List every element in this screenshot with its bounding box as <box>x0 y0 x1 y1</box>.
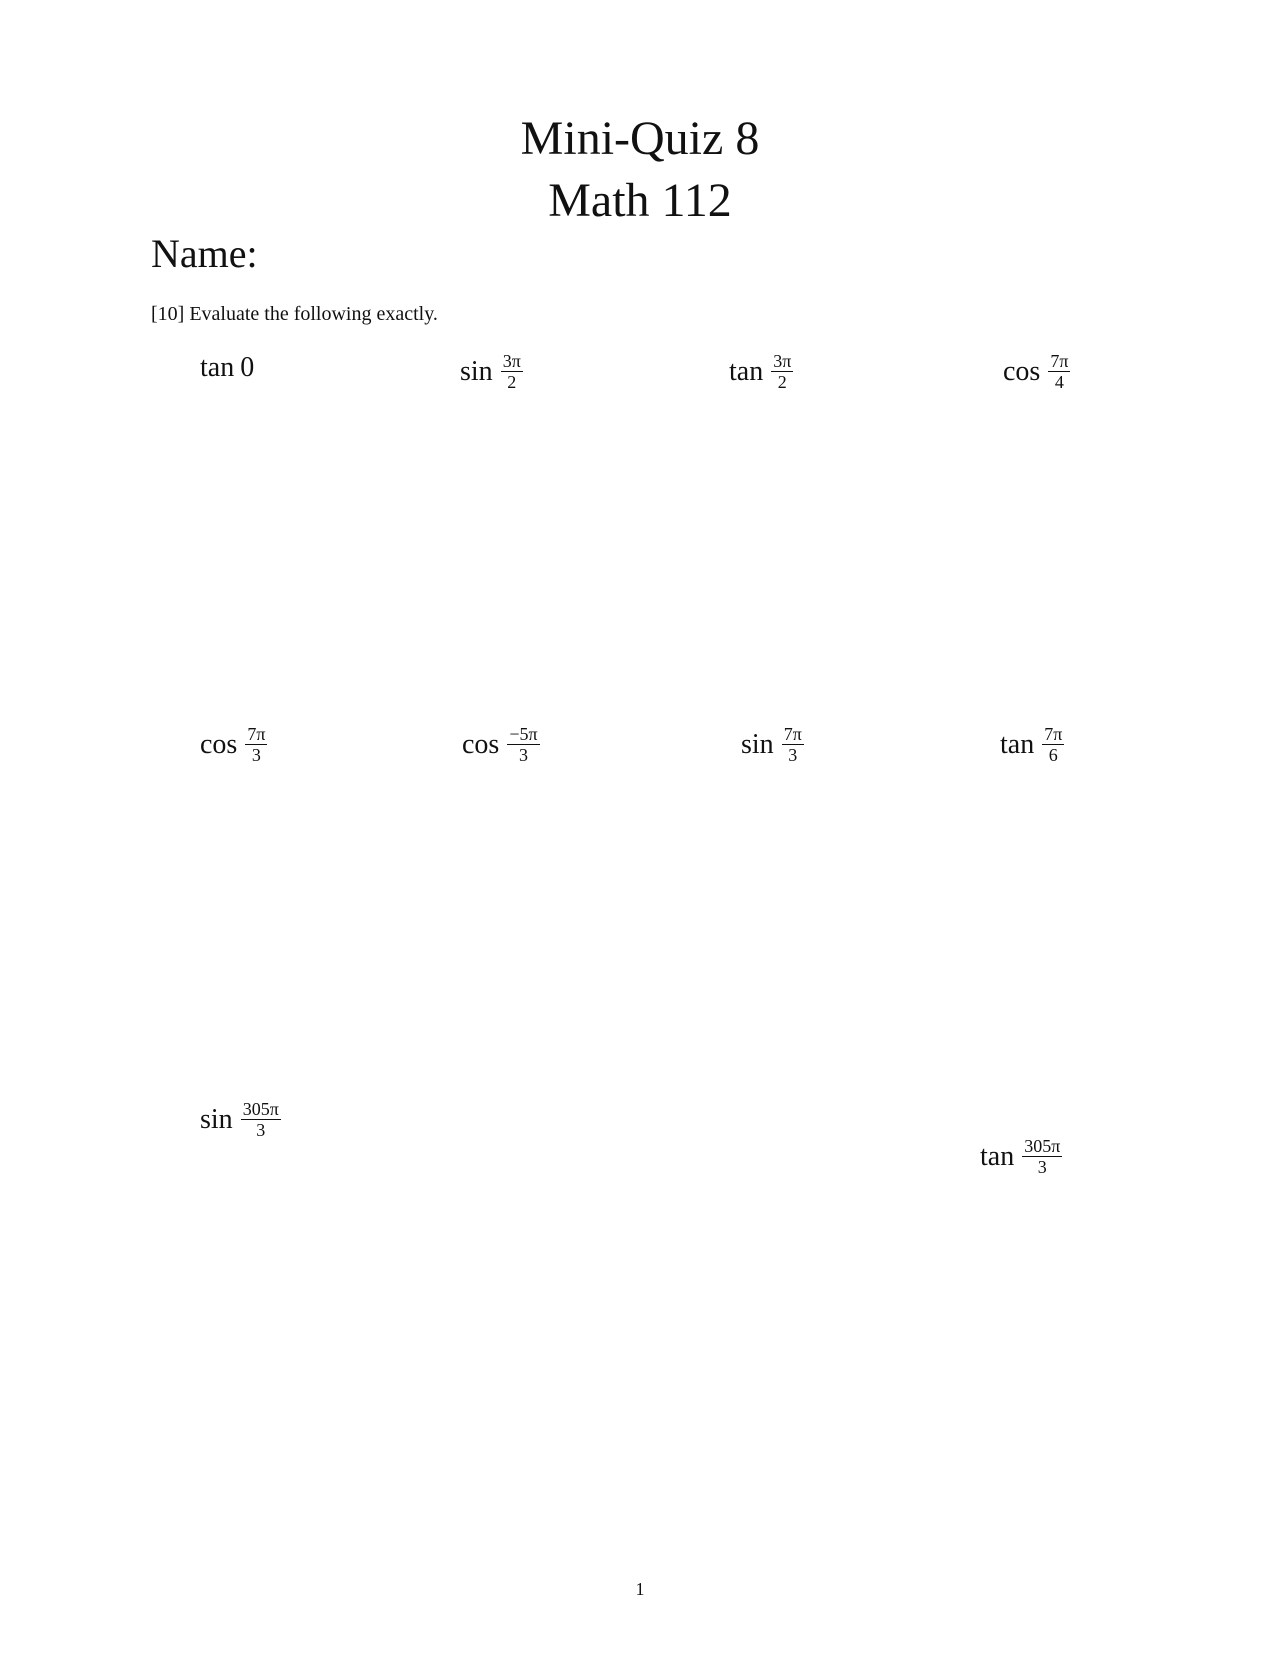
problem-10-fraction <box>1022 1137 1062 1176</box>
problem-3-function: tan <box>729 355 764 387</box>
problem-9-numerator: 305π <box>242 1099 279 1119</box>
problem-4-function: cos <box>1003 355 1041 387</box>
problem-8 <box>1000 725 1064 764</box>
problem-8-fraction <box>1042 725 1064 764</box>
problem-5-numerator: 7π <box>247 724 266 744</box>
problem-7-denominator: 3 <box>788 745 798 765</box>
problem-6-denominator: 3 <box>518 745 528 765</box>
problem-4-fraction <box>1048 352 1070 391</box>
problem-5-function: cos <box>200 728 238 760</box>
problem-6-function: cos <box>462 728 500 760</box>
problem-6-numerator: −5π <box>509 724 538 744</box>
problem-3-numerator: 3π <box>773 351 792 371</box>
problem-7-fraction <box>782 725 804 764</box>
problem-4 <box>1003 352 1070 391</box>
problem-9-fraction <box>241 1100 281 1139</box>
problem-1 <box>200 352 254 384</box>
quiz-title: Mini-Quiz 8 <box>520 112 760 165</box>
problem-5 <box>200 725 267 764</box>
name-label: Name: <box>151 231 258 276</box>
problem-10-function: tan <box>980 1140 1015 1172</box>
problem-3-denominator: 2 <box>777 372 787 392</box>
problem-6 <box>462 725 540 764</box>
problem-10-denominator: 3 <box>1037 1157 1047 1177</box>
problem-5-denominator: 3 <box>251 745 261 765</box>
problem-3 <box>729 352 793 391</box>
problem-9-function: sin <box>200 1103 233 1135</box>
problem-9 <box>200 1100 281 1139</box>
problem-1-function: tan <box>200 352 235 383</box>
problem-8-function: tan <box>1000 728 1035 760</box>
problem-5-fraction <box>245 725 267 764</box>
problem-7-numerator: 7π <box>783 724 802 744</box>
problem-8-numerator: 7π <box>1044 724 1063 744</box>
problem-7 <box>741 725 804 764</box>
problem-1-argument: 0 <box>240 352 255 383</box>
problem-2-denominator: 2 <box>507 372 517 392</box>
instructions: [10] Evaluate the following exactly. <box>151 303 438 325</box>
page-number: 1 <box>635 1579 645 1599</box>
problem-10 <box>980 1137 1062 1176</box>
problem-8-denominator: 6 <box>1048 745 1058 765</box>
course-title: Math 112 <box>548 174 732 227</box>
problem-6-fraction <box>507 725 539 764</box>
problem-2-function: sin <box>460 355 493 387</box>
problem-4-denominator: 4 <box>1054 372 1064 392</box>
problem-9-denominator: 3 <box>256 1120 266 1140</box>
problem-2 <box>460 352 523 391</box>
problem-7-function: sin <box>741 728 774 760</box>
problem-4-numerator: 7π <box>1050 351 1069 371</box>
problem-2-fraction <box>501 352 523 391</box>
problem-10-numerator: 305π <box>1024 1136 1061 1156</box>
problem-3-fraction <box>771 352 793 391</box>
problem-2-numerator: 3π <box>502 351 521 371</box>
